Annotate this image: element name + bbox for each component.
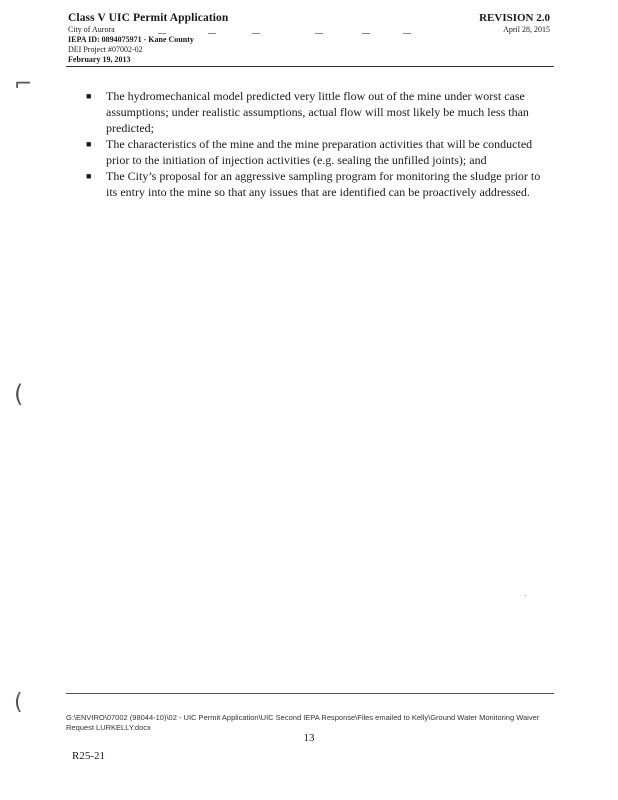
document-date: February 19, 2013 <box>68 55 131 64</box>
header-dash <box>158 33 166 34</box>
header-dash <box>403 33 411 34</box>
footer-divider <box>66 693 554 694</box>
document-header-left <box>68 12 368 65</box>
binder-hole-mark: ( <box>14 690 23 715</box>
list-item-text: The characteristics of the mine and the mine preparation activities that will be conducted prior to the initiation of injection activities (e.g. sealing the unfilled joints); and <box>106 137 533 167</box>
binder-hole-mark: ( <box>14 380 24 408</box>
reference-code: R25-21 <box>72 750 105 762</box>
city-name: City of Aurora <box>68 25 115 34</box>
header-dash <box>362 33 370 34</box>
bullet-icon: ■ <box>86 139 92 149</box>
list-item-text: The hydromechanical model predicted very little flow out of the mine under worst case assumptions; under realistic assumptions, actual flow will most likely be much less than predicted; <box>106 89 529 135</box>
document-header-right <box>479 12 550 35</box>
list-item <box>86 88 546 136</box>
bullet-icon: ■ <box>86 171 92 181</box>
revision-label: REVISION 2.0 <box>479 12 550 24</box>
iepa-id: IEPA ID: 0894075971 - Kane County <box>68 35 194 44</box>
bullet-icon: ■ <box>86 91 92 101</box>
revision-date: April 28, 2015 <box>503 25 550 34</box>
bullet-list <box>86 88 546 200</box>
list-item <box>86 168 546 200</box>
footer-file-path: G:\ENVIRO\07002 (98044-10)\02 - UIC Permit Application\UIC Second IEPA Response\Files emailed to Kelly\Ground Water Monitoring Waiver Request LURKELLY.docx <box>66 713 540 732</box>
scan-speck <box>525 595 526 596</box>
binder-hole-mark: ⌐ <box>14 72 33 97</box>
header-dash <box>315 33 323 34</box>
list-item <box>86 136 546 168</box>
header-divider <box>66 66 554 67</box>
document-title: Class V UIC Permit Application <box>68 12 229 24</box>
project-number: DEI Project #07002-02 <box>68 45 143 54</box>
list-item-text: The City’s proposal for an aggressive sampling program for monitoring the sludge prior to its entry into the mine so that any issues that are identified can be proactively addressed. <box>106 169 541 199</box>
page-number: 13 <box>303 732 315 744</box>
header-dash <box>252 33 260 34</box>
header-dash <box>208 33 216 34</box>
